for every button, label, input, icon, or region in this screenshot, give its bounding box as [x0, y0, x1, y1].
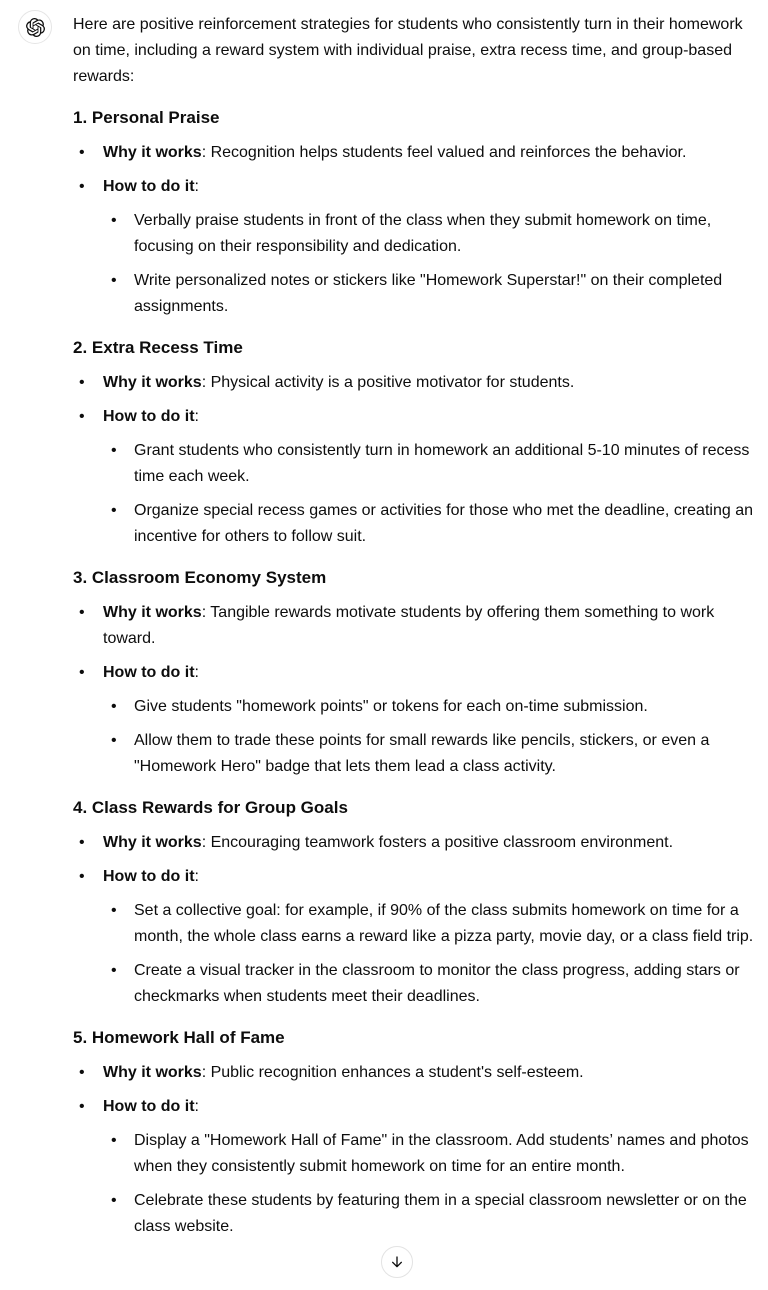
why-item: [103, 1060, 756, 1086]
step-item: • Organize special recess games or activities for those who met the deadline, creating an incentive for others to follow suit.: [134, 498, 756, 550]
step-item: • Create a visual tracker in the classroom to monitor the class progress, adding stars or checkmarks when students meet their deadlines.: [134, 958, 756, 1010]
section-heading-1: 1. Personal Praise: [73, 108, 220, 127]
step-item: • Display a "Homework Hall of Fame" in the classroom. Add students’ names and photos when they consistently submit homework on time for an entire month.: [134, 1128, 756, 1180]
why-text: : Public recognition enhances a student's self-esteem.: [201, 1064, 584, 1081]
why-item: [103, 370, 756, 396]
assistant-avatar: [18, 10, 52, 44]
how-colon: :: [194, 868, 199, 885]
steps-list: [103, 208, 756, 320]
how-colon: :: [194, 408, 199, 425]
how-item: [103, 404, 756, 550]
how-label: How to do it: [103, 664, 195, 681]
steps-list: [103, 694, 756, 780]
section-list-5: [73, 1060, 756, 1240]
how-label: How to do it: [103, 1098, 195, 1115]
section-heading-3: 3. Classroom Economy System: [73, 568, 327, 587]
how-label: How to do it: [103, 178, 195, 195]
section-list-2: [73, 370, 756, 550]
section-list-1: [73, 140, 756, 320]
arrow-down-icon: [389, 1254, 405, 1270]
why-label: Why it works: [103, 604, 202, 621]
why-item: [103, 830, 756, 856]
section-list-4: [73, 830, 756, 1010]
how-item: [103, 174, 756, 320]
how-colon: :: [194, 664, 199, 681]
steps-list: [103, 438, 756, 550]
how-label: How to do it: [103, 408, 195, 425]
section-list-3: [73, 600, 756, 780]
how-colon: :: [194, 1098, 199, 1115]
how-item: [103, 1094, 756, 1240]
why-text: : Tangible rewards motivate students by offering them something to work toward.: [103, 604, 715, 647]
why-item: [103, 140, 756, 166]
why-item: [103, 600, 756, 652]
step-item: • Give students "homework points" or tokens for each on-time submission.: [134, 694, 756, 720]
how-label: How to do it: [103, 868, 195, 885]
why-label: Why it works: [103, 374, 202, 391]
why-label: Why it works: [103, 1064, 202, 1081]
intro-paragraph: Here are positive reinforcement strategies for students who consistently turn in their homework on time, including a reward system with individual praise, extra recess time, and group-based rewards:: [73, 16, 743, 85]
how-item: [103, 864, 756, 1010]
step-item: • Write personalized notes or stickers like "Homework Superstar!" on their completed assignments.: [134, 268, 756, 320]
step-item: • Verbally praise students in front of the class when they submit homework on time, focusing on their responsibility and dedication.: [134, 208, 756, 260]
why-label: Why it works: [103, 834, 202, 851]
step-item: • Set a collective goal: for example, if 90% of the class submits homework on time for a month, the whole class earns a reward like a pizza party, movie day, or a class field trip.: [134, 898, 756, 950]
why-text: : Recognition helps students feel valued and reinforces the behavior.: [201, 144, 687, 161]
section-heading-5: 5. Homework Hall of Fame: [73, 1028, 285, 1047]
message-content: [73, 10, 756, 1248]
step-item: • Celebrate these students by featuring them in a special classroom newsletter or on the class website.: [134, 1188, 756, 1240]
step-item: • Allow them to trade these points for small rewards like pencils, stickers, or even a "Homework Hero" badge that lets them lead a class activity.: [134, 728, 756, 780]
step-item: • Grant students who consistently turn in homework an additional 5-10 minutes of recess time each week.: [134, 438, 756, 490]
section-heading-4: 4. Class Rewards for Group Goals: [73, 798, 348, 817]
how-colon: :: [194, 178, 199, 195]
steps-list: [103, 1128, 756, 1240]
openai-logo-icon: [26, 18, 45, 37]
steps-list: [103, 898, 756, 1010]
how-item: [103, 660, 756, 780]
why-text: : Encouraging teamwork fosters a positive classroom environment.: [201, 834, 674, 851]
section-heading-2: 2. Extra Recess Time: [73, 338, 243, 357]
why-text: : Physical activity is a positive motivator for students.: [201, 374, 575, 391]
scroll-to-bottom-button[interactable]: [381, 1246, 413, 1278]
why-label: Why it works: [103, 144, 202, 161]
